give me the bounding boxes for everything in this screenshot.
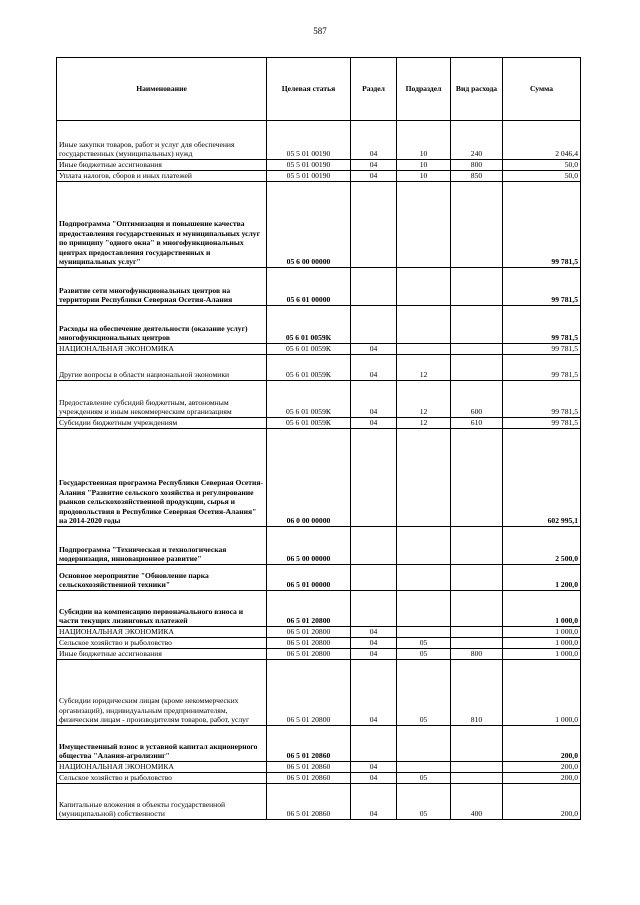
cell-expense-type: 800 <box>451 160 503 171</box>
cell-sum: 99 781,5 <box>503 182 581 268</box>
cell-sum: 99 781,5 <box>503 418 581 429</box>
cell-expense-type: 850 <box>451 171 503 182</box>
cell-section <box>351 429 397 527</box>
cell-section: 04 <box>351 171 397 182</box>
cell-subsection: 05 <box>397 773 451 784</box>
cell-name: Субсидии на компенсацию первоначального взноса и части текущих лизинговых платежей <box>57 591 267 627</box>
cell-target: 05 6 01 0059К <box>267 306 351 344</box>
cell-name: Иные бюджетные ассигнования <box>57 649 267 660</box>
table-row <box>57 627 581 638</box>
cell-target: 06 5 01 20800 <box>267 660 351 726</box>
cell-target: 06 5 01 20860 <box>267 784 351 820</box>
cell-expense-type <box>451 591 503 627</box>
cell-expense-type <box>451 527 503 565</box>
cell-target: 06 5 01 20800 <box>267 591 351 627</box>
cell-name: НАЦИОНАЛЬНАЯ ЭКОНОМИКА <box>57 762 267 773</box>
cell-target: 05 6 01 0059К <box>267 355 351 381</box>
header-expense-type: Вид расхода <box>451 58 503 121</box>
cell-name: НАЦИОНАЛЬНАЯ ЭКОНОМИКА <box>57 344 267 355</box>
page-number: 587 <box>313 26 327 36</box>
cell-sum: 2 500,0 <box>503 527 581 565</box>
cell-section: 04 <box>351 121 397 160</box>
cell-section: 04 <box>351 784 397 820</box>
table-row <box>57 182 581 268</box>
table-row <box>57 160 581 171</box>
cell-name: Сельское хозяйство и рыболовство <box>57 773 267 784</box>
cell-sum: 1 000,0 <box>503 649 581 660</box>
cell-sum: 200,0 <box>503 762 581 773</box>
cell-target: 06 5 01 20800 <box>267 649 351 660</box>
cell-name: Иные закупки товаров, работ и услуг для обеспечения государственных (муниципальных) нужд <box>57 121 267 160</box>
cell-subsection <box>397 306 451 344</box>
cell-subsection: 10 <box>397 171 451 182</box>
cell-name: Иные бюджетные ассигнования <box>57 160 267 171</box>
cell-target: 06 5 00 00000 <box>267 527 351 565</box>
cell-sum: 99 781,5 <box>503 344 581 355</box>
table-row <box>57 121 581 160</box>
cell-subsection: 05 <box>397 784 451 820</box>
cell-section <box>351 565 397 591</box>
cell-section: 04 <box>351 660 397 726</box>
cell-target: 06 5 01 20800 <box>267 627 351 638</box>
cell-expense-type <box>451 355 503 381</box>
cell-section: 04 <box>351 381 397 418</box>
cell-subsection: 05 <box>397 660 451 726</box>
cell-name: Государственная программа Республики Северная Осетия-Алания "Развитие сельского хозяйства и регулирование рынков сельскохозяйственной продукции, сырья и продовольствия в Республике Северная Осетия-Алания" на 2014-2020 годы <box>57 429 267 527</box>
cell-sum: 99 781,5 <box>503 306 581 344</box>
cell-name: Развитие сети многофункциональных центров на территории Республики Северная Осетия-Алания <box>57 268 267 306</box>
table-row <box>57 565 581 591</box>
table-row <box>57 355 581 381</box>
cell-name: Имущественный взнос в уставной капитал акционерного общества "Алания-агролизинг" <box>57 726 267 762</box>
cell-sum: 99 781,5 <box>503 355 581 381</box>
cell-section: 04 <box>351 355 397 381</box>
cell-subsection <box>397 565 451 591</box>
table-row <box>57 649 581 660</box>
cell-subsection <box>397 429 451 527</box>
cell-subsection: 05 <box>397 649 451 660</box>
cell-section: 04 <box>351 773 397 784</box>
cell-sum: 99 781,5 <box>503 381 581 418</box>
cell-subsection <box>397 344 451 355</box>
cell-subsection: 12 <box>397 418 451 429</box>
cell-section: 04 <box>351 160 397 171</box>
cell-target: 05 6 00 00000 <box>267 182 351 268</box>
cell-section <box>351 182 397 268</box>
cell-section <box>351 268 397 306</box>
cell-subsection: 05 <box>397 638 451 649</box>
cell-sum: 2 046,4 <box>503 121 581 160</box>
table-row <box>57 762 581 773</box>
cell-expense-type <box>451 638 503 649</box>
cell-expense-type: 800 <box>451 649 503 660</box>
cell-target: 05 6 01 00000 <box>267 268 351 306</box>
cell-target: 06 0 00 00000 <box>267 429 351 527</box>
cell-name: Субсидии юридическим лицам (кроме некоммерческих организаций), индивидуальным предпринимателям, физическим лицам - производителям товаров, работ, услуг <box>57 660 267 726</box>
cell-target: 05 5 01 00190 <box>267 160 351 171</box>
table-row <box>57 591 581 627</box>
budget-table <box>56 57 581 820</box>
cell-name: Сельское хозяйство и рыболовство <box>57 638 267 649</box>
cell-target: 06 5 01 00000 <box>267 565 351 591</box>
cell-sum: 50,0 <box>503 160 581 171</box>
cell-sum: 200,0 <box>503 726 581 762</box>
table-row <box>57 429 581 527</box>
cell-target: 05 6 01 0059К <box>267 418 351 429</box>
cell-name: Субсидии бюджетным учреждениям <box>57 418 267 429</box>
header-target: Целевая статья <box>267 58 351 121</box>
table-row <box>57 660 581 726</box>
cell-expense-type <box>451 182 503 268</box>
cell-section: 04 <box>351 638 397 649</box>
cell-section <box>351 591 397 627</box>
cell-expense-type <box>451 306 503 344</box>
cell-target: 05 5 01 00190 <box>267 121 351 160</box>
cell-subsection: 12 <box>397 355 451 381</box>
header-subsection: Подраздел <box>397 58 451 121</box>
cell-subsection: 12 <box>397 381 451 418</box>
header-name: Наименование <box>57 58 267 121</box>
cell-section <box>351 527 397 565</box>
cell-name: Подпрограмма "Оптимизация и повышение качества предоставления государственных и муниципальных услуг по принципу "одного окна" в многофункциональных центрах предоставления государственных и муниципальных услуг" <box>57 182 267 268</box>
cell-subsection <box>397 591 451 627</box>
table-row <box>57 344 581 355</box>
cell-target: 06 5 01 20860 <box>267 762 351 773</box>
cell-sum: 200,0 <box>503 773 581 784</box>
cell-subsection <box>397 268 451 306</box>
cell-subsection <box>397 182 451 268</box>
cell-name: Подпрограмма "Техническая и технологическая модернизация, инновационное развитие" <box>57 527 267 565</box>
cell-target: 05 5 01 00190 <box>267 171 351 182</box>
cell-expense-type <box>451 726 503 762</box>
cell-sum: 200,0 <box>503 784 581 820</box>
cell-section: 04 <box>351 649 397 660</box>
cell-subsection <box>397 762 451 773</box>
cell-expense-type <box>451 429 503 527</box>
cell-expense-type <box>451 268 503 306</box>
cell-expense-type: 400 <box>451 784 503 820</box>
cell-expense-type: 810 <box>451 660 503 726</box>
table-row <box>57 418 581 429</box>
cell-sum: 99 781,5 <box>503 268 581 306</box>
cell-expense-type <box>451 565 503 591</box>
cell-subsection: 10 <box>397 160 451 171</box>
cell-sum: 1 000,0 <box>503 591 581 627</box>
cell-name: Предоставление субсидий бюджетным, автономным учреждениям и иным некоммерческим организациям <box>57 381 267 418</box>
cell-expense-type <box>451 344 503 355</box>
cell-expense-type <box>451 627 503 638</box>
table-body <box>57 121 581 820</box>
cell-target: 05 6 01 0059К <box>267 381 351 418</box>
cell-subsection <box>397 527 451 565</box>
cell-subsection <box>397 726 451 762</box>
cell-subsection: 10 <box>397 121 451 160</box>
cell-name: Капитальные вложения в объекты государственной (муниципальной) собственности <box>57 784 267 820</box>
cell-sum: 1 200,0 <box>503 565 581 591</box>
cell-expense-type: 610 <box>451 418 503 429</box>
cell-target: 06 5 01 20860 <box>267 773 351 784</box>
cell-target: 06 5 01 20860 <box>267 726 351 762</box>
table-row <box>57 268 581 306</box>
cell-expense-type <box>451 762 503 773</box>
table-row <box>57 726 581 762</box>
cell-name: НАЦИОНАЛЬНАЯ ЭКОНОМИКА <box>57 627 267 638</box>
cell-sum: 602 995,1 <box>503 429 581 527</box>
table-row <box>57 171 581 182</box>
cell-section: 04 <box>351 344 397 355</box>
table-row <box>57 784 581 820</box>
table-row <box>57 638 581 649</box>
cell-sum: 50,0 <box>503 171 581 182</box>
cell-section: 04 <box>351 762 397 773</box>
cell-section: 04 <box>351 418 397 429</box>
table-row <box>57 306 581 344</box>
table-row <box>57 773 581 784</box>
cell-name: Уплата налогов, сборов и иных платежей <box>57 171 267 182</box>
cell-target: 05 6 01 0059К <box>267 344 351 355</box>
cell-expense-type: 240 <box>451 121 503 160</box>
header-row <box>57 58 581 121</box>
header-section: Раздел <box>351 58 397 121</box>
cell-sum: 1 000,0 <box>503 627 581 638</box>
cell-subsection <box>397 627 451 638</box>
table-row <box>57 527 581 565</box>
cell-expense-type <box>451 773 503 784</box>
cell-sum: 1 000,0 <box>503 638 581 649</box>
cell-expense-type: 600 <box>451 381 503 418</box>
cell-target: 06 5 01 20800 <box>267 638 351 649</box>
cell-section <box>351 306 397 344</box>
cell-name: Основное мероприятие "Обновление парка сельскохозяйственной техники" <box>57 565 267 591</box>
table-row <box>57 381 581 418</box>
cell-name: Другие вопросы в области национальной экономики <box>57 355 267 381</box>
cell-section: 04 <box>351 627 397 638</box>
cell-name: Расходы на обеспечение деятельности (оказание услуг) многофункциональных центров <box>57 306 267 344</box>
cell-section <box>351 726 397 762</box>
cell-sum: 1 000,0 <box>503 660 581 726</box>
header-sum: Сумма <box>503 58 581 121</box>
